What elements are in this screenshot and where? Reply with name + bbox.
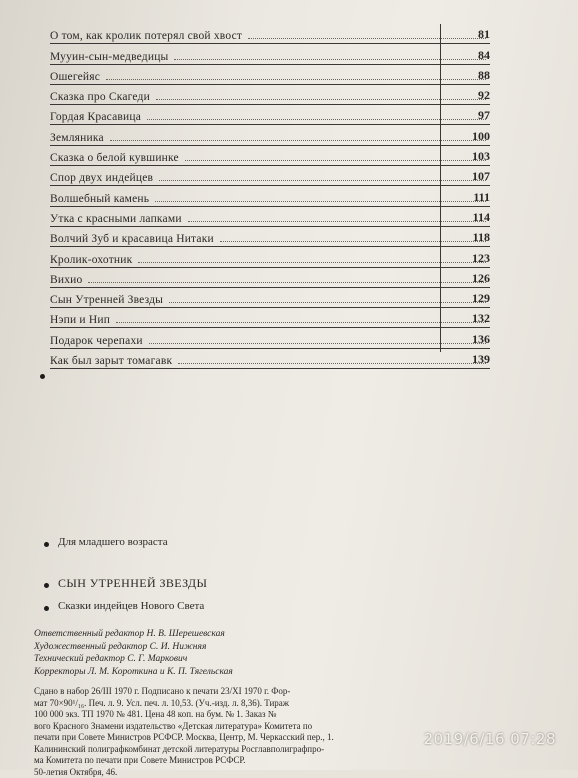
toc-entry bbox=[50, 125, 490, 145]
toc-entry bbox=[50, 24, 490, 44]
colophon-line: Калининский полиграфкомбинат детской литературы Росглавполиграфпро- bbox=[34, 744, 504, 756]
colophon-line: вого Красного Знамени издательство «Детская литература» Комитета по bbox=[34, 721, 504, 733]
toc-leader-dots bbox=[149, 343, 486, 344]
toc-entry-page: 111 bbox=[446, 190, 490, 205]
separator-bullet bbox=[40, 374, 45, 379]
toc-leader-dots bbox=[159, 180, 486, 181]
title-bullet bbox=[44, 583, 49, 588]
colophon-line: Сдано в набор 26/III 1970 г. Подписано к печати 23/XI 1970 г. Фор- bbox=[34, 686, 504, 698]
toc-entry-title: Подарок черепахи bbox=[50, 335, 143, 348]
toc-entry bbox=[50, 308, 490, 328]
credit-line: Технический редактор С. Г. Маркович bbox=[34, 653, 494, 666]
toc-entry bbox=[50, 166, 490, 186]
colophon-line: мат 70×90¹/₁₆. Печ. л. 9. Усл. печ. л. 10,53. (Уч.-изд. л. 8,36). Тираж bbox=[34, 698, 504, 710]
age-bullet bbox=[44, 542, 49, 547]
toc-entry-title: Утка с красными лапками bbox=[50, 213, 182, 226]
toc-entry bbox=[50, 65, 490, 85]
toc-entry bbox=[50, 247, 490, 267]
colophon-line: ма Комитета по печати при Совете Министров РСФСР. bbox=[34, 755, 504, 767]
toc-entry-page: 103 bbox=[446, 149, 490, 164]
toc-entry-title: Гордая Красавица bbox=[50, 111, 141, 124]
colophon-line: печати при Совете Министров РСФСР. Москва, Центр, М. Черкасский пер., 1. bbox=[34, 732, 504, 744]
table-of-contents bbox=[50, 24, 490, 369]
book-subtitle: Сказки индейцев Нового Света bbox=[58, 600, 204, 612]
toc-entry bbox=[50, 105, 490, 125]
toc-entry-title: О том, как кролик потерял свой хвост bbox=[50, 30, 242, 43]
toc-entry bbox=[50, 44, 490, 64]
toc-entry bbox=[50, 268, 490, 288]
credit-line: Корректоры Л. М. Короткина и К. П. Тягельская bbox=[34, 666, 494, 679]
toc-entry-title: Спор двух индейцев bbox=[50, 172, 153, 185]
subtitle-bullet bbox=[44, 606, 49, 611]
toc-entry-title: Сын Утренней Звезды bbox=[50, 294, 163, 307]
toc-entry bbox=[50, 85, 490, 105]
toc-entry-title: Вихио bbox=[50, 274, 82, 287]
toc-entry-page: 92 bbox=[446, 88, 490, 103]
toc-entry-title: Кролик-охотник bbox=[50, 254, 132, 267]
toc-entry-title: Как был зарыт томагавк bbox=[50, 355, 172, 368]
credit-line: Художественный редактор С. И. Нижняя bbox=[34, 641, 494, 654]
toc-entry bbox=[50, 146, 490, 166]
toc-leader-dots bbox=[169, 302, 486, 303]
toc-entry-title: Мууин-сын-медведицы bbox=[50, 51, 168, 64]
toc-entry-page: 123 bbox=[446, 251, 490, 266]
toc-entry-page: 118 bbox=[446, 230, 490, 245]
toc-entry-page: 100 bbox=[446, 129, 490, 144]
toc-entry bbox=[50, 349, 490, 369]
toc-leader-dots bbox=[178, 363, 486, 364]
toc-leader-dots bbox=[116, 322, 486, 323]
toc-entry-page: 114 bbox=[446, 210, 490, 225]
toc-entry bbox=[50, 207, 490, 227]
toc-entry-page: 136 bbox=[446, 332, 490, 347]
toc-entry bbox=[50, 186, 490, 206]
toc-entry-page: 84 bbox=[446, 48, 490, 63]
toc-entry-title: Волшебный камень bbox=[50, 193, 149, 206]
toc-entry bbox=[50, 328, 490, 348]
toc-entry-title: Сказка о белой кувшинке bbox=[50, 152, 179, 165]
toc-leader-dots bbox=[106, 79, 486, 80]
toc-page-column-rule bbox=[440, 24, 441, 352]
toc-leader-dots bbox=[138, 262, 486, 263]
toc-entry-page: 88 bbox=[446, 68, 490, 83]
toc-leader-dots bbox=[147, 119, 486, 120]
toc-entry-title: Волчий Зуб и красавица Нитаки bbox=[50, 233, 214, 246]
toc-entry-title: Земляника bbox=[50, 132, 104, 145]
toc-entry-page: 107 bbox=[446, 169, 490, 184]
toc-entry-page: 129 bbox=[446, 291, 490, 306]
credits-block bbox=[34, 628, 494, 678]
toc-leader-dots bbox=[156, 99, 486, 100]
book-title: СЫН УТРЕННЕЙ ЗВЕЗДЫ bbox=[58, 576, 207, 591]
toc-entry bbox=[50, 227, 490, 247]
toc-leader-dots bbox=[155, 201, 486, 202]
toc-entry-title: Ошегейяс bbox=[50, 71, 100, 84]
colophon-line: 100 000 экз. ТП 1970 № 481. Цена 48 коп. на бум. № 1. Заказ № bbox=[34, 709, 504, 721]
age-label: Для младшего возраста bbox=[58, 536, 168, 548]
toc-entry bbox=[50, 288, 490, 308]
toc-entry-title: Сказка про Скагеди bbox=[50, 91, 150, 104]
colophon-line: 50-летия Октября, 46. bbox=[34, 767, 504, 778]
toc-leader-dots bbox=[188, 221, 486, 222]
toc-entry-title: Нэпи и Нип bbox=[50, 314, 110, 327]
photo-timestamp: 2019/6/16 07:28 bbox=[424, 730, 556, 748]
toc-entry-page: 97 bbox=[446, 108, 490, 123]
toc-entry-page: 132 bbox=[446, 311, 490, 326]
toc-leader-dots bbox=[88, 282, 486, 283]
toc-entry-page: 81 bbox=[446, 27, 490, 42]
toc-leader-dots bbox=[110, 140, 486, 141]
toc-entry-page: 139 bbox=[446, 352, 490, 367]
toc-entry-page: 126 bbox=[446, 271, 490, 286]
credit-line: Ответственный редактор Н. В. Шерешевская bbox=[34, 628, 494, 641]
